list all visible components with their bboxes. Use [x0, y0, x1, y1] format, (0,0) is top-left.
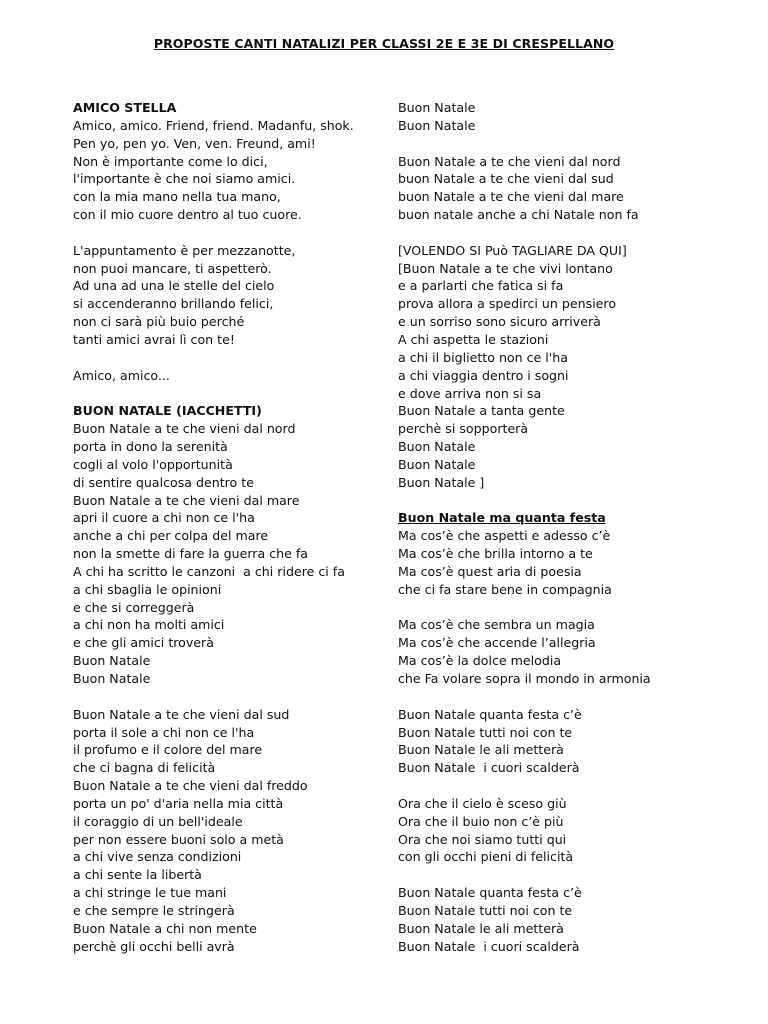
- lyric-line: buon Natale a te che vieni dal sud: [398, 171, 614, 187]
- lyric-line: non la smette di fare la guerra che fa: [73, 546, 309, 562]
- lyric-line: L'appuntamento è per mezzanotte,: [73, 242, 296, 258]
- lyric-line: che ci fa stare bene in compagnia: [398, 581, 612, 597]
- lyric-line: Buon Natale i cuori scalderà: [398, 938, 580, 954]
- lyric-line: anche a chi per colpa del mare: [73, 528, 269, 544]
- lyric-line: Buon Natale le ali metterà: [398, 920, 564, 936]
- lyric-line: Buon Natale tutti noi con te: [398, 902, 573, 918]
- lyric-line: prova allora a spedirci un pensiero: [398, 296, 617, 312]
- lyric-line: tanti amici avrai lì con te!: [73, 331, 235, 347]
- lyric-line: e che gli amici troverà: [73, 635, 214, 651]
- lyric-line: a chi viaggia dentro i sogni: [398, 367, 569, 383]
- page-title: PROPOSTE CANTI NATALIZI PER CLASSI 2E E 3E DI CRESPELLANO: [153, 36, 615, 51]
- lyric-line: e dove arriva non si sa: [398, 385, 542, 401]
- lyric-line: a chi stringe le tue mani: [73, 885, 227, 901]
- lyric-line: Non è importante come lo dici,: [73, 153, 268, 169]
- lyric-line: Ora che noi siamo tutti qui: [398, 831, 567, 847]
- lyric-line: Ma cos’è che brilla intorno a te: [398, 546, 593, 562]
- lyric-line: che Fa volare sopra il mondo in armonia: [398, 671, 651, 686]
- lyric-line: per non essere buoni solo a metà: [73, 831, 284, 847]
- blank-line: [73, 385, 393, 403]
- lyric-line: Buon Natale i cuori scalderà: [398, 760, 580, 776]
- song-heading: BUON NATALE (IACCHETTI): [73, 403, 262, 419]
- lyric-line: A chi ha scritto le canzoni a chi ridere ci fa: [73, 563, 345, 579]
- song-heading: Buon Natale ma quanta festa: [398, 510, 606, 526]
- lyric-line: porta in dono la serenità: [73, 439, 228, 455]
- lyric-line: il profumo e il colore del mare: [73, 742, 263, 758]
- lyric-line: Pen yo, pen yo. Ven, ven. Freund, ami!: [73, 135, 316, 151]
- blank-line: [398, 135, 758, 153]
- lyric-line: apri il cuore a chi non ce l'ha: [73, 510, 255, 526]
- lyric-line: Buon Natale ]: [398, 474, 485, 490]
- lyric-line: Buon Natale a te che vieni dal mare: [73, 492, 300, 508]
- lyric-line: e un sorriso sono sicuro arriverà: [398, 314, 601, 330]
- lyric-line: Buon Natale a te che vieni dal freddo: [73, 778, 308, 794]
- lyric-line: cogli al volo l'opportunità: [73, 456, 233, 472]
- lyric-line: e che si correggerà: [73, 599, 195, 615]
- lyric-line: Buon Natale le ali metterà: [398, 742, 564, 758]
- blank-line: [73, 224, 393, 242]
- blank-line: [398, 599, 758, 617]
- lyric-line: Buon Natale a chi non mente: [73, 920, 257, 936]
- lyric-line: con gli occhi pieni di felicità: [398, 849, 574, 865]
- lyric-line: porta il sole a chi non ce l'ha: [73, 724, 255, 740]
- lyric-line: [Buon Natale a te che vivi lontano: [398, 260, 613, 276]
- lyric-line: [VOLENDO SI Può TAGLIARE DA QUI]: [398, 242, 627, 258]
- lyric-line: Ma cos’è che aspetti e adesso c’è: [398, 528, 611, 544]
- right-column: [398, 99, 758, 956]
- lyric-line: a chi il biglietto non ce l'ha: [398, 349, 568, 365]
- lyric-line: Buon Natale: [398, 439, 476, 455]
- lyric-line: buon Natale a te che vieni dal mare: [398, 189, 624, 205]
- lyric-line: Buon Natale: [73, 671, 151, 686]
- lyric-line: Buon Natale a tanta gente: [398, 403, 565, 419]
- lyric-line: Ora che il cielo è sceso giù: [398, 795, 567, 811]
- blank-line: [73, 688, 393, 706]
- lyric-line: con la mia mano nella tua mano,: [73, 189, 281, 205]
- blank-line: [398, 866, 758, 884]
- lyric-line: e che sempre le stringerà: [73, 902, 235, 918]
- lyric-line: a chi sente la libertà: [73, 867, 202, 883]
- blank-line: [73, 349, 393, 367]
- lyric-line: Buon Natale: [398, 456, 476, 472]
- lyric-line: e a parlarti che fatica si fa: [398, 278, 564, 294]
- lyric-line: che ci bagna di felicità: [73, 760, 216, 776]
- blank-line: [398, 688, 758, 706]
- lyric-line: a chi non ha molti amici: [73, 617, 225, 633]
- lyric-line: Ad una ad una le stelle del cielo: [73, 278, 275, 294]
- lyric-line: A chi aspetta le stazioni: [398, 331, 549, 347]
- lyric-line: Amico, amico...: [73, 367, 170, 383]
- lyric-line: Buon Natale a te che vieni dal nord: [73, 421, 296, 437]
- lyric-line: buon natale anche a chi Natale non fa: [398, 207, 639, 223]
- lyric-line: Buon Natale: [398, 117, 476, 133]
- blank-line: [398, 777, 758, 795]
- lyric-line: Amico, amico. Friend, friend. Madanfu, shok.: [73, 117, 354, 133]
- lyric-line: Buon Natale a te che vieni dal nord: [398, 153, 621, 169]
- lyric-line: Buon Natale tutti noi con te: [398, 724, 573, 740]
- song-heading: AMICO STELLA: [73, 100, 177, 115]
- lyric-line: a chi sbaglia le opinioni: [73, 581, 222, 597]
- lyric-line: l'importante è che noi siamo amici.: [73, 171, 296, 187]
- lyric-line: di sentire qualcosa dentro te: [73, 474, 254, 490]
- lyric-line: non puoi mancare, ti aspetterò.: [73, 260, 272, 276]
- lyric-line: Ma cos’è la dolce melodia: [398, 653, 562, 669]
- lyric-line: Buon Natale: [398, 100, 476, 115]
- lyric-line: non ci sarà più buio perché: [73, 314, 245, 330]
- left-column: [73, 99, 393, 956]
- lyric-line: Buon Natale quanta festa c’è: [398, 885, 582, 901]
- lyric-line: a chi vive senza condizioni: [73, 849, 242, 865]
- lyric-line: Buon Natale quanta festa c’è: [398, 706, 582, 722]
- lyric-line: Ma cos’è che accende l’allegria: [398, 635, 596, 651]
- lyric-line: con il mio cuore dentro al tuo cuore.: [73, 207, 302, 223]
- lyric-line: Buon Natale: [73, 653, 151, 669]
- blank-line: [398, 492, 758, 510]
- lyric-line: perchè si sopporterà: [398, 421, 529, 437]
- lyric-line: si accenderanno brillando felici,: [73, 296, 274, 312]
- blank-line: [398, 224, 758, 242]
- lyric-line: Ma cos’è che sembra un magia: [398, 617, 595, 633]
- lyric-line: Ora che il buio non c’è più: [398, 813, 564, 829]
- lyric-line: perchè gli occhi belli avrà: [73, 938, 235, 954]
- lyric-line: Ma cos’è quest aria di poesia: [398, 563, 582, 579]
- lyric-line: porta un po' d'aria nella mia città: [73, 795, 284, 811]
- lyric-line: Buon Natale a te che vieni dal sud: [73, 706, 290, 722]
- lyric-line: il coraggio di un bell'ideale: [73, 813, 243, 829]
